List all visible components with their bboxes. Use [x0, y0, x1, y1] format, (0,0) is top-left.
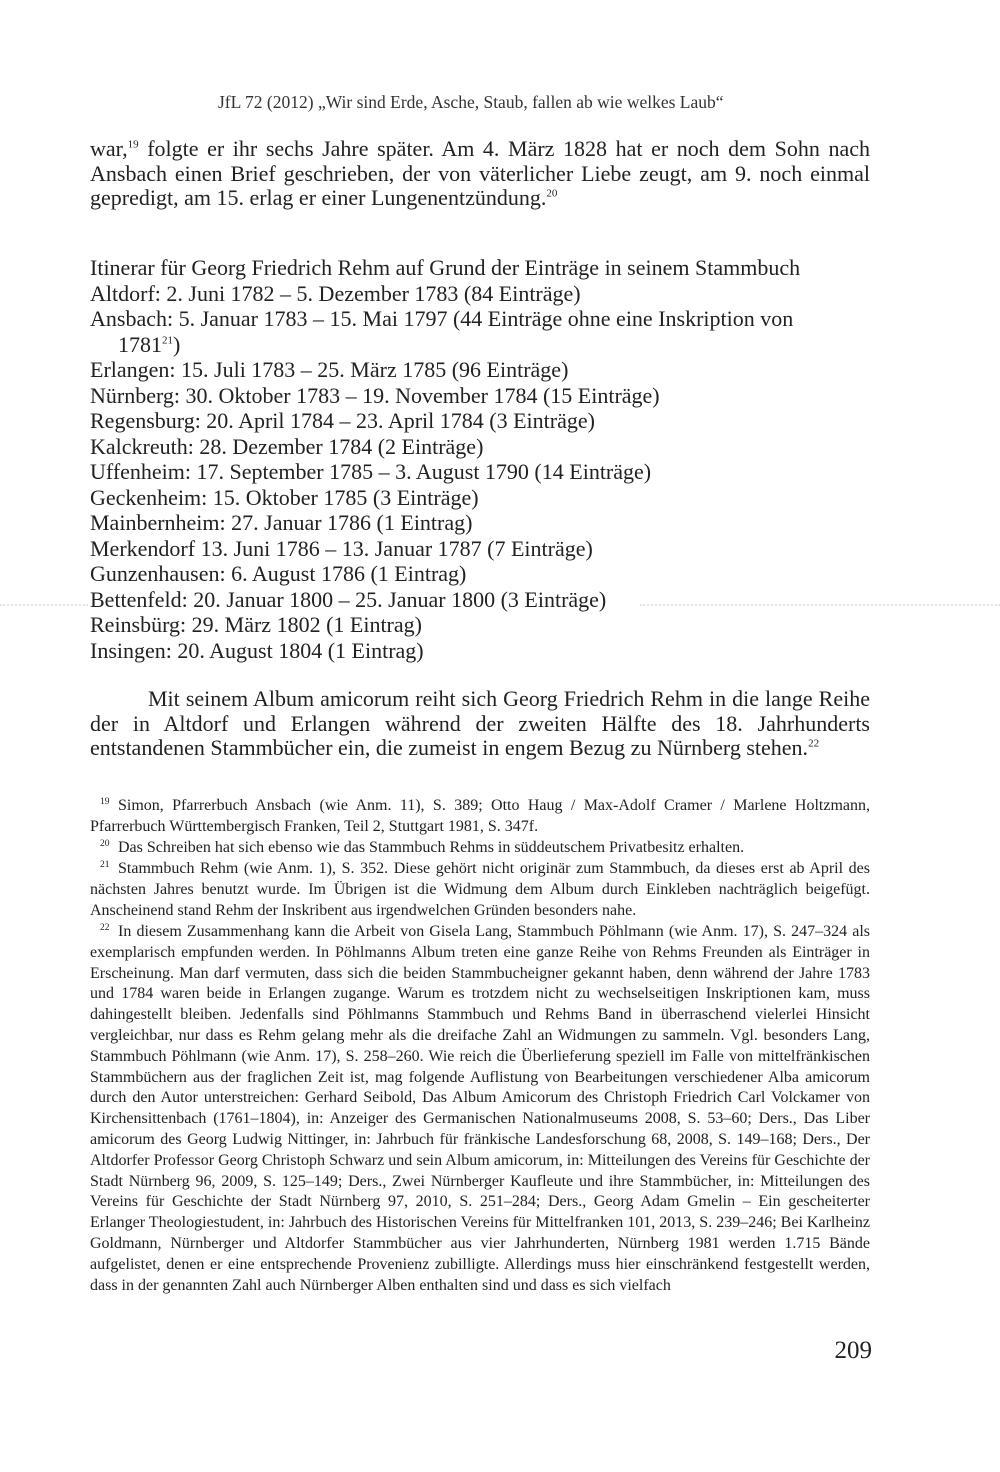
- itinerary-entry: Altdorf: 2. Juni 1782 – 5. Dezember 1783 (84 Einträge): [90, 280, 581, 306]
- footnote: 22 In diesem Zusammenhang kann die Arbeit von Gisela Lang, Stammbuch Pöhlmann (wie Anm. 17), S. 247–324 als exemplarisch empfunden werden. In Pöhlmanns Album treten eine ganze Reihe von Rehms Freunden als Einträger in Erscheinung. Man darf vermuten, dass sich die beiden Stammbucheigner gekannt haben, denn während der Jahre 1783 und 1784 waren beide in Erlangen zugange. Warum es trotzdem nicht zu wechselseitigen Inskriptionen kam, muss dahingestellt bleiben. Jedenfalls sind Pöhlmanns Stammbuch und Rehms Band in überraschend vielerlei Hinsicht vergleichbar, nur dass es Rehm gelang mehr als die dreifache Zahl an Widmungen zu sammeln. Vgl. besonders Lang, Stammbuch Pöhlmann (wie Anm. 17), S. 258–260. Wie reich die Überlieferung speziell im Falle von mittelfränkischen Stammbüchern aus der fraglichen Zeit ist, mag folgende Auflistung von Bearbeitungen verschiedener Alba amicorum durch den Autor unterstreichen: Gerhard Seibold, Das Album Amicorum des Christoph Friedrich Carl Volckamer von Kirchensittenbach (1761–1804), in: Anzeiger des Germanischen Nationalmuseums 2008, S. 53–60; Ders., Das Liber amicorum des Georg Ludwig Nittinger, in: Jahrbuch für fränkische Landesforschung 68, 2008, S. 149–168; Ders., Der Altdorfer Professor Georg Christoph Schwarz und sein Album amicorum, in: Mitteilungen des Vereins für Geschichte der Stadt Nürnberg 96, 2009, S. 125–149; Ders., Zwei Nürnberger Kaufleute und ihre Stammbücher, in: Mitteilungen des Vereins für Geschichte der Stadt Nürnberg 97, 2010, S. 251–284; Ders., Georg Adam Gmelin – Ein gescheiterter Erlanger Theologiestudent, in: Jahrbuch des Historischen Vereins für Mittelfranken 101, 2013, S. 239–246; Bei Karlheinz Goldmann, Nürnberger und Altdorfer Stammbücher aus vier Jahrhunderten, Nürnberg 1981 werden 1.715 Bände aufgelistet, denen er eine entsprechende Provenienz zubilligte. Allerdings muss hier einschränkend festgestellt werden, dass in der genannten Zahl auch Nürnberger Alben enthalten sind und dass es sich vielfach: [90, 922, 870, 1294]
- body-paragraph-1: [90, 137, 870, 211]
- itinerary-entry-continuation: [90, 332, 870, 358]
- itinerary-entry: Erlangen: 15. Juli 1783 – 25. März 1785 (96 Einträge): [90, 357, 569, 382]
- itinerary-entry-text: Ansbach: 5. Januar 1783 – 15. Mai 1797 (44 Einträge ohne eine Inskription von: [90, 306, 794, 331]
- itinerary-entry: Kalckreuth: 28. Dezember 1784 (2 Einträge): [90, 433, 484, 459]
- body-paragraph-2: [90, 687, 870, 761]
- footnote-ref[interactable]: 20: [546, 187, 558, 200]
- itinerary-entry: [90, 306, 870, 332]
- itinerary-entry: Insingen: 20. August 1804 (1 Eintrag): [90, 637, 424, 663]
- scan-artifact-divider: [640, 604, 1000, 606]
- paragraph-text: Mit seinem Album amicorum reiht sich Georg Friedrich Rehm in die lange Reihe der in Altdorf und Erlangen während der zweiten Hälfte des 18. Jahrhunderts entstandenen Stammbücher ein, die zumeist in engem Bezug zu Nürnberg stehen.: [90, 686, 870, 760]
- itinerary-entry: Geckenheim: 15. Oktober 1785 (3 Einträge): [90, 484, 479, 510]
- footnote-ref[interactable]: 22: [808, 737, 820, 750]
- page-number: 209: [834, 1337, 872, 1364]
- footnote: 20 Das Schreiben hat sich ebenso wie das Stammbuch Rehms in süddeutschem Privatbesitz erhalten.: [100, 838, 745, 856]
- itinerary-entry: Reinsbürg: 29. März 1802 (1 Eintrag): [90, 612, 422, 637]
- footnote-text: In diesem Zusammenhang kann die Arbeit von Gisela Lang, Stammbuch Pöhlmann (wie Anm. 17), S. 247–324 als exemplarisch empfunden werden. In Pöhlmanns Album treten eine ganze Reihe von Rehms Freunden als Einträger in Erscheinung. Man darf vermuten, dass sich die beiden Stammbucheigner gekannt haben, denn während der Jahre 1783 und 1784 waren beide in Erlangen zugange. Warum es trotzdem nicht zu wechselseitigen Inskriptionen kam, muss dahingestellt bleiben. Jedenfalls sind Pöhlmanns Stammbuch und Rehms Band in überraschend vielerlei Hinsicht vergleichbar, nur dass es Rehm gelang mehr als die dreifache Zahl an Widmungen zu sammeln. Vgl. besonders Lang, Stammbuch Pöhlmann (wie Anm. 17), S. 258–260. Wie reich die Überlieferung speziell im Falle von mittelfränkischen Stammbüchern aus der fraglichen Zeit ist, mag folgende Auflistung von Bearbeitungen verschiedener Alba amicorum durch den Autor unterstreichen: Gerhard Seibold, Das Album Amicorum des Christoph Friedrich Carl Volckamer von Kirchensittenbach (1761–1804), in: Anzeiger des Germanischen Nationalmuseums 2008, S. 53–60; Ders., Das Liber amicorum des Georg Ludwig Nittinger, in: Jahrbuch für fränkische Landesforschung 68, 2008, S. 149–168; Ders., Der Altdorfer Professor Georg Christoph Schwarz und sein Album amicorum, in: Mitteilungen des Vereins für Geschichte der Stadt Nürnberg 96, 2009, S. 125–149; Ders., Zwei Nürnberger Kaufleute und ihre Stammbücher, in: Mitteilungen des Vereins für Geschichte der Stadt Nürnberg 97, 2010, S. 251–284; Ders., Georg Adam Gmelin – Ein gescheiterter Erlanger Theologiestudent, in: Jahrbuch des Historischen Vereins für Mittelfranken 101, 2013, S. 239–246; Bei Karlheinz Goldmann, Nürnberger und Altdorfer Stammbücher aus vier Jahrhunderten, Nürnberg 1981 werden 1.715 Bände aufgelistet, denen er eine entsprechende Provenienz zubilligte. Allerdings muss hier einschränkend festgestellt werden, dass in der genannten Zahl auch Nürnberger Alben enthalten sind und dass es sich vielfach: [90, 923, 870, 1294]
- itinerary-entry: Merkendorf 13. Juni 1786 – 13. Januar 1787 (7 Einträge): [90, 535, 593, 561]
- itinerary-entry: Regensburg: 20. April 1784 – 23. April 1784 (3 Einträge): [90, 408, 595, 433]
- itinerary-entry: Mainbernheim: 27. Januar 1786 (1 Eintrag): [90, 510, 473, 535]
- footnote-text: Das Schreiben hat sich ebenso wie das Stammbuch Rehms in süddeutschem Privatbesitz erhalten.: [118, 839, 745, 856]
- scan-artifact-divider: [0, 604, 88, 606]
- footnote-ref[interactable]: 19: [127, 138, 139, 151]
- itinerary-entry-text: ): [173, 331, 181, 357]
- itinerary-entry: Nürnberg: 30. Oktober 1783 – 19. November 1784 (15 Einträge): [90, 382, 660, 408]
- itinerary-heading: Itinerar für Georg Friedrich Rehm auf Grund der Einträge in seinem Stammbuch: [90, 255, 801, 280]
- footnote-text: Simon, Pfarrerbuch Ansbach (wie Anm. 11), S. 389; Otto Haug / Max-Adolf Cramer / Marlene Holtzmann, Pfarrerbuch Württembergisch Franken, Teil 2, Stuttgart 1981, S. 347f.: [90, 797, 870, 835]
- itinerary-list: [90, 255, 870, 663]
- footnote-text: Stammbuch Rehm (wie Anm. 1), S. 352. Diese gehört nicht originär zum Stammbuch, da dieses erst ab April des nächsten Jahres benutzt wurde. Im Übrigen ist die Widmung dem Album durch Einkleben nachträglich beigefügt. Anscheinend stand Rehm der Inskribent aus irgendwelchen Gründen besonders nahe.: [90, 860, 870, 919]
- paragraph-text: folgte er ihr sechs Jahre später. Am 4. März 1828 hat er noch dem Sohn nach Ansbach einen Brief geschrieben, der von väterlicher Liebe zeugt, am 9. noch einmal gepredigt, am 15. erlag er einer Lungenentzündung.: [90, 136, 870, 210]
- paragraph-text: war,: [90, 136, 128, 161]
- footnote: 19 Simon, Pfarrerbuch Ansbach (wie Anm. 11), S. 389; Otto Haug / Max-Adolf Cramer / Marlene Holtzmann, Pfarrerbuch Württembergisch Franken, Teil 2, Stuttgart 1981, S. 347f.: [90, 796, 870, 835]
- itinerary-entry: Gunzenhausen: 6. August 1786 (1 Eintrag): [90, 561, 467, 586]
- itinerary-entry: Bettenfeld: 20. Januar 1800 – 25. Januar 1800 (3 Einträge): [90, 586, 607, 612]
- footnote-ref[interactable]: 21: [162, 334, 173, 347]
- running-head: JfL 72 (2012) „Wir sind Erde, Asche, Staub, fallen ab wie welkes Laub“: [218, 92, 724, 112]
- itinerary-entry-text: 1781: [118, 331, 162, 357]
- footnote: 21 Stammbuch Rehm (wie Anm. 1), S. 352. Diese gehört nicht originär zum Stammbuch, da dieses erst ab April des nächsten Jahres benutzt wurde. Im Übrigen ist die Widmung dem Album durch Einkleben nachträglich beigefügt. Anscheinend stand Rehm der Inskribent aus irgendwelchen Gründen besonders nahe.: [90, 859, 870, 919]
- itinerary-entry: Uffenheim: 17. September 1785 – 3. August 1790 (14 Einträge): [90, 459, 652, 484]
